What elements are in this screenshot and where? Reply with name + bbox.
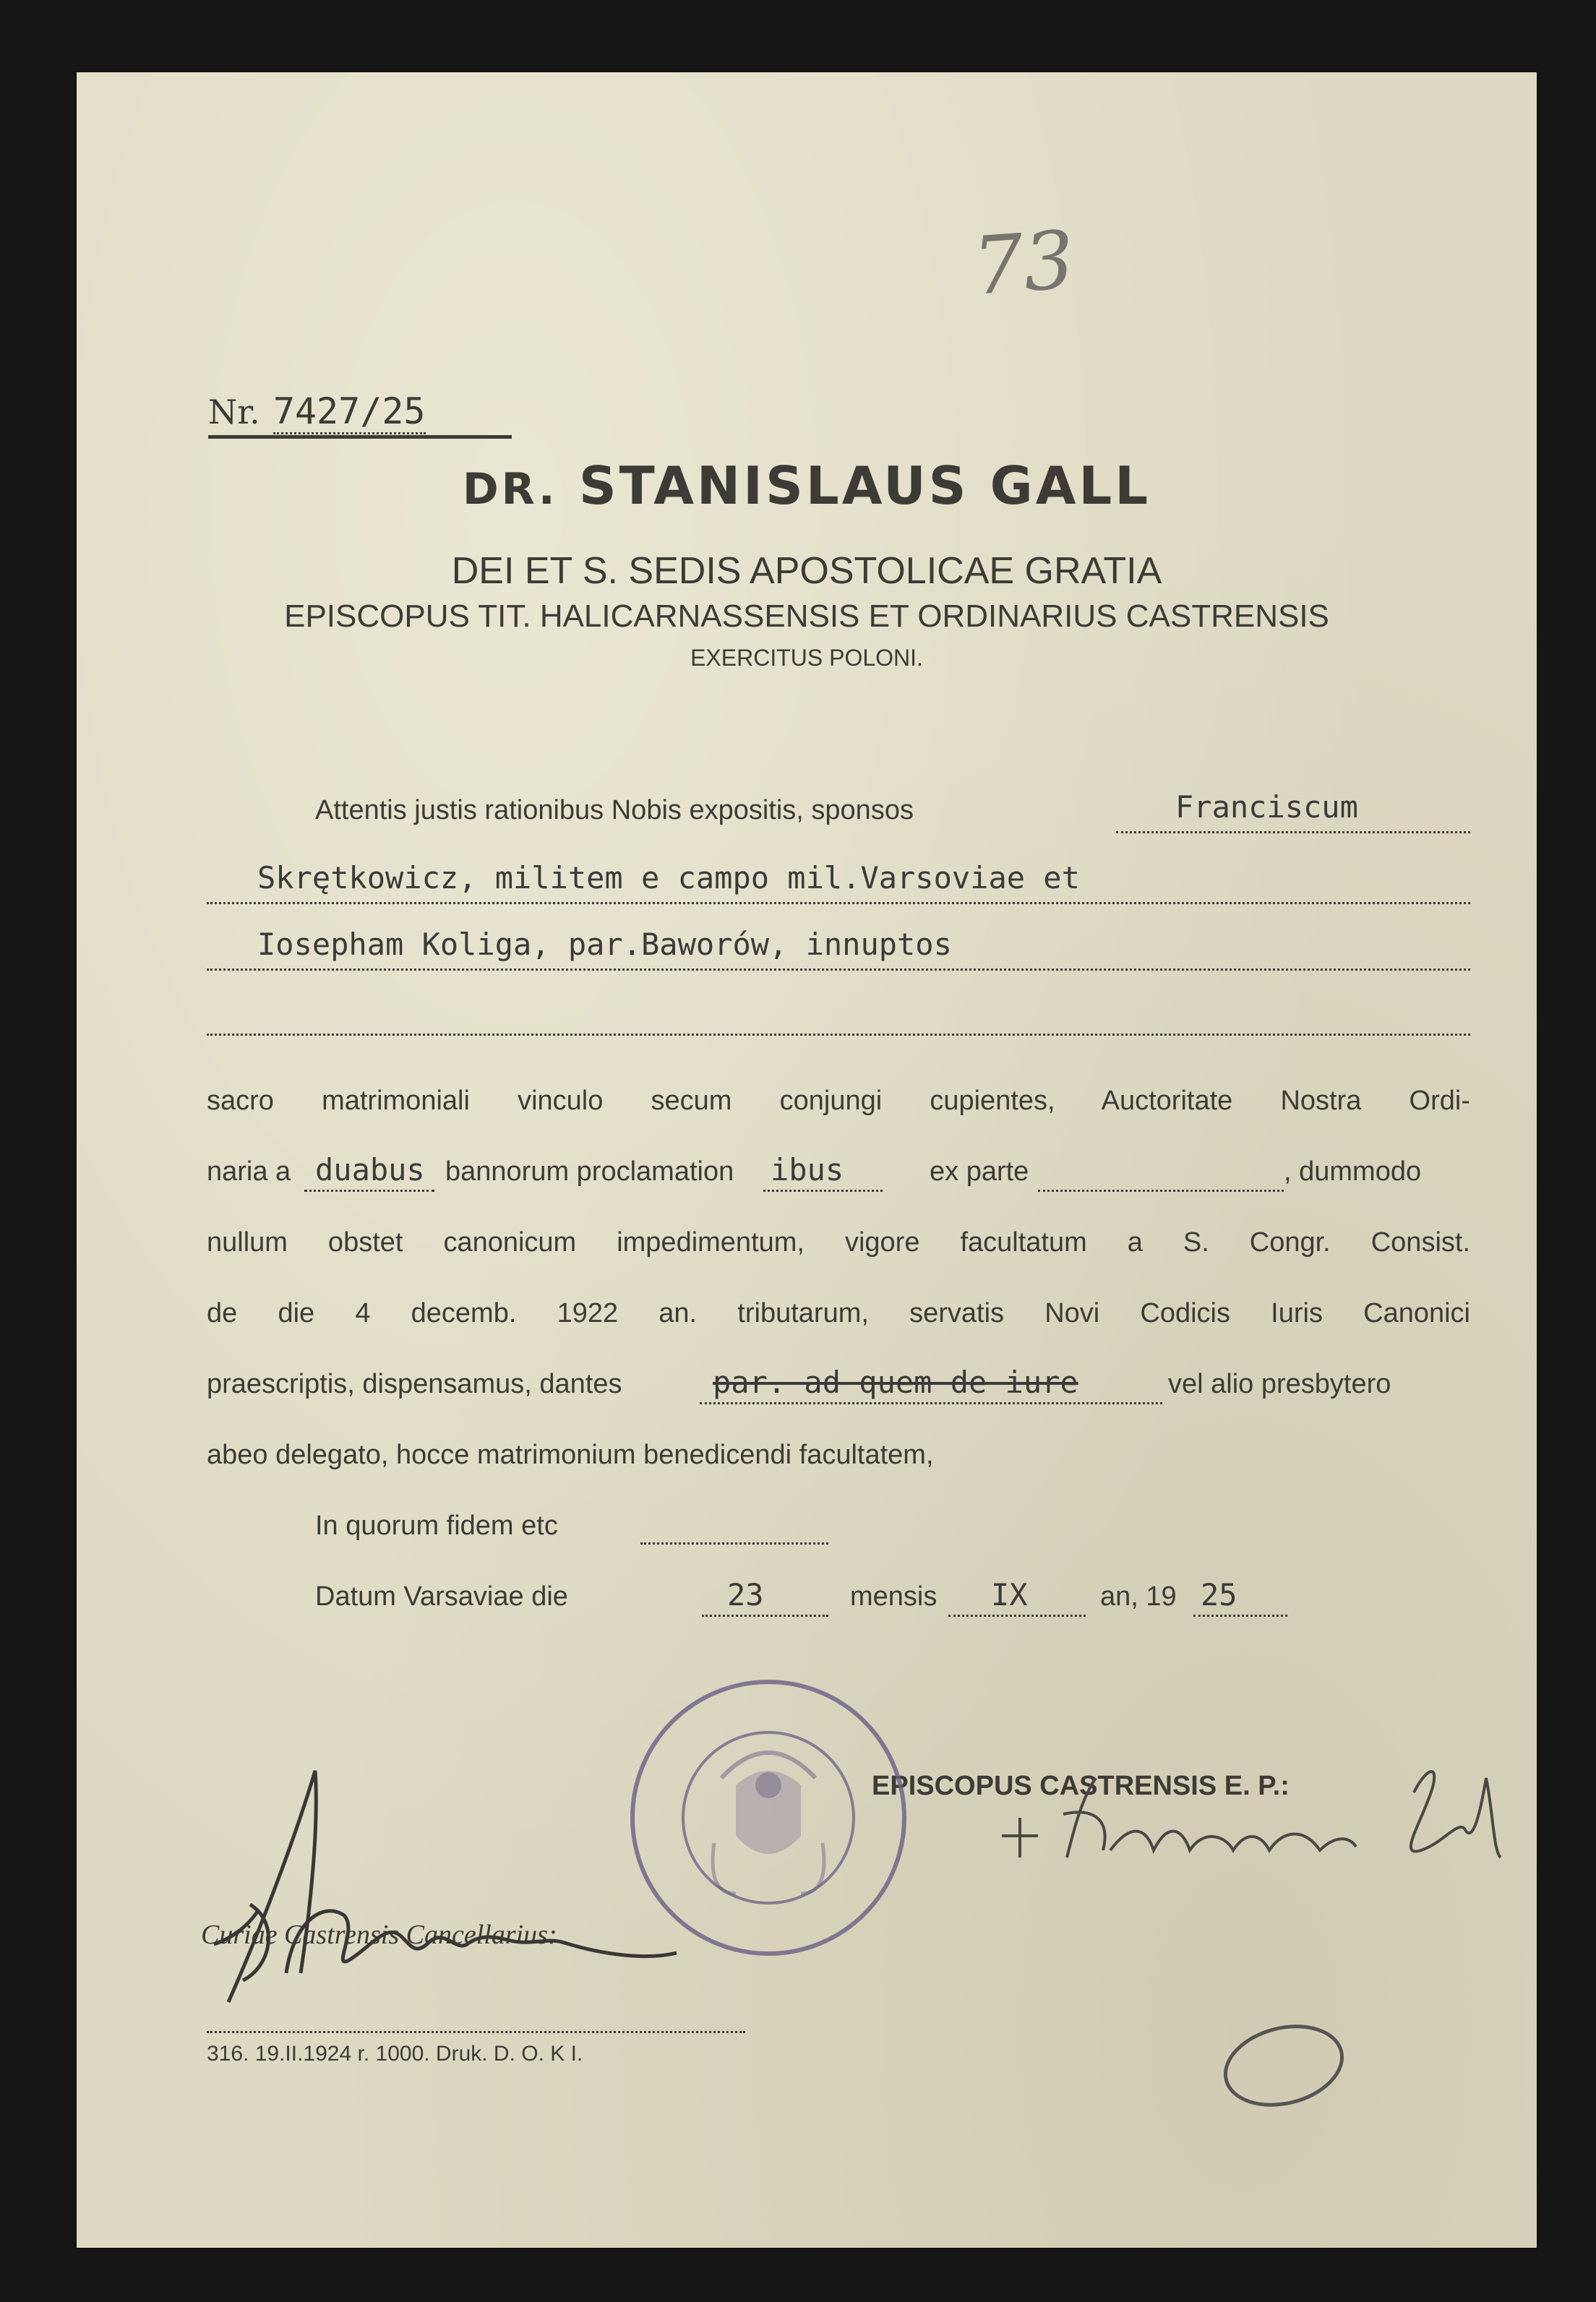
document-number: [208, 390, 512, 439]
ibus-typed: ibus: [771, 1152, 844, 1187]
paragraph-line-5: [207, 1365, 1470, 1412]
bride-line: [207, 969, 1470, 971]
dummodo-text: , dummodo: [1284, 1156, 1422, 1187]
naria-text: naria a: [207, 1156, 291, 1187]
empty-line: [207, 1034, 1470, 1036]
delegate-typed: par. ad quem de iure: [713, 1365, 1078, 1400]
episcopus-label: EPISCOPUS CASTRENSIS E. P.:: [872, 1771, 1290, 1801]
duabus-line: [304, 1190, 434, 1192]
paragraph-line-2: [207, 1152, 1470, 1200]
intro-text: Attentis justis rationibus Nobis expositis, sponsos: [315, 795, 914, 825]
an-label: an, 19: [1100, 1581, 1177, 1612]
day-value: 23: [727, 1577, 764, 1612]
groom-first-line: [1116, 831, 1470, 833]
bride-details: Iosepham Koliga, par.Baworów, innuptos: [257, 927, 952, 962]
title-name: STANISLAUS GALL: [578, 455, 1151, 516]
paragraph-line-6: abeo delegato, hocce matrimonium benedicendi facultatem,: [207, 1440, 934, 1470]
paragraph-line-4: de die 4 decemb. 1922 an. tributarum, servatis Novi Codicis Iuris Canonici: [207, 1298, 1470, 1328]
in-quorum-text: In quorum fidem etc: [315, 1511, 558, 1541]
date-line: [315, 1577, 1327, 1625]
header-line-2: EPISCOPUS TIT. HALICARNASSENSIS ET ORDINARIUS CASTRENSIS: [284, 598, 1329, 634]
bishop-title: [77, 455, 1537, 516]
title-prefix: DR.: [462, 464, 558, 515]
paragraph-line-3: nullum obstet canonicum impedimentum, vigore facultatum a S. Congr. Consist.: [207, 1227, 1470, 1258]
number-label: Nr.: [208, 392, 260, 431]
chancellor-signature: [171, 1756, 705, 2017]
groom-details: Skrętkowicz, militem e campo mil.Varsoviae et: [257, 860, 1080, 896]
cancellarius-label: Curiae Castrensis Cancellarius:: [201, 1920, 557, 1950]
month-line: [948, 1615, 1086, 1617]
praescriptis-text: praescriptis, dispensamus, dantes: [207, 1369, 622, 1399]
archive-stamp: [1211, 2009, 1356, 2118]
ex-parte-text: ex parte: [930, 1156, 1029, 1187]
ibus-line: [763, 1190, 883, 1192]
number-value: 7427/25: [273, 390, 426, 434]
day-line: [702, 1615, 828, 1617]
groom-line: [207, 902, 1470, 904]
duabus-typed: duabus: [315, 1152, 425, 1187]
mensis-label: mensis: [850, 1581, 938, 1612]
pencil-number: 73: [969, 213, 1078, 313]
document-sheet: [77, 72, 1537, 2248]
header-line-1: DEI ET S. SEDIS APOSTOLICAE GRATIA: [451, 550, 1162, 592]
ex-parte-line: [1038, 1190, 1284, 1192]
paragraph-line-1: sacro matrimoniali vinculo secum conjungi cupientes, Auctoritate Nostra Ordi-: [207, 1086, 1470, 1116]
delegate-line: [700, 1402, 1162, 1404]
bishop-signature: [995, 1749, 1515, 1879]
vel-alio-text: vel alio presbytero: [1168, 1369, 1391, 1399]
in-quorum-line: [640, 1542, 828, 1545]
footer-rule: [207, 2031, 745, 2033]
print-info: 316. 19.II.1924 r. 1000. Druk. D. O. K I.: [207, 2042, 583, 2066]
bannorum-text: bannorum proclamation: [445, 1156, 734, 1187]
datum-label: Datum Varsaviae die: [315, 1581, 568, 1612]
year-line: [1193, 1615, 1287, 1617]
month-value: IX: [991, 1577, 1028, 1612]
year-value: 25: [1201, 1577, 1237, 1612]
header-line-3: EXERCITUS POLONI.: [690, 645, 923, 671]
groom-first-name: Franciscum: [1175, 789, 1358, 825]
